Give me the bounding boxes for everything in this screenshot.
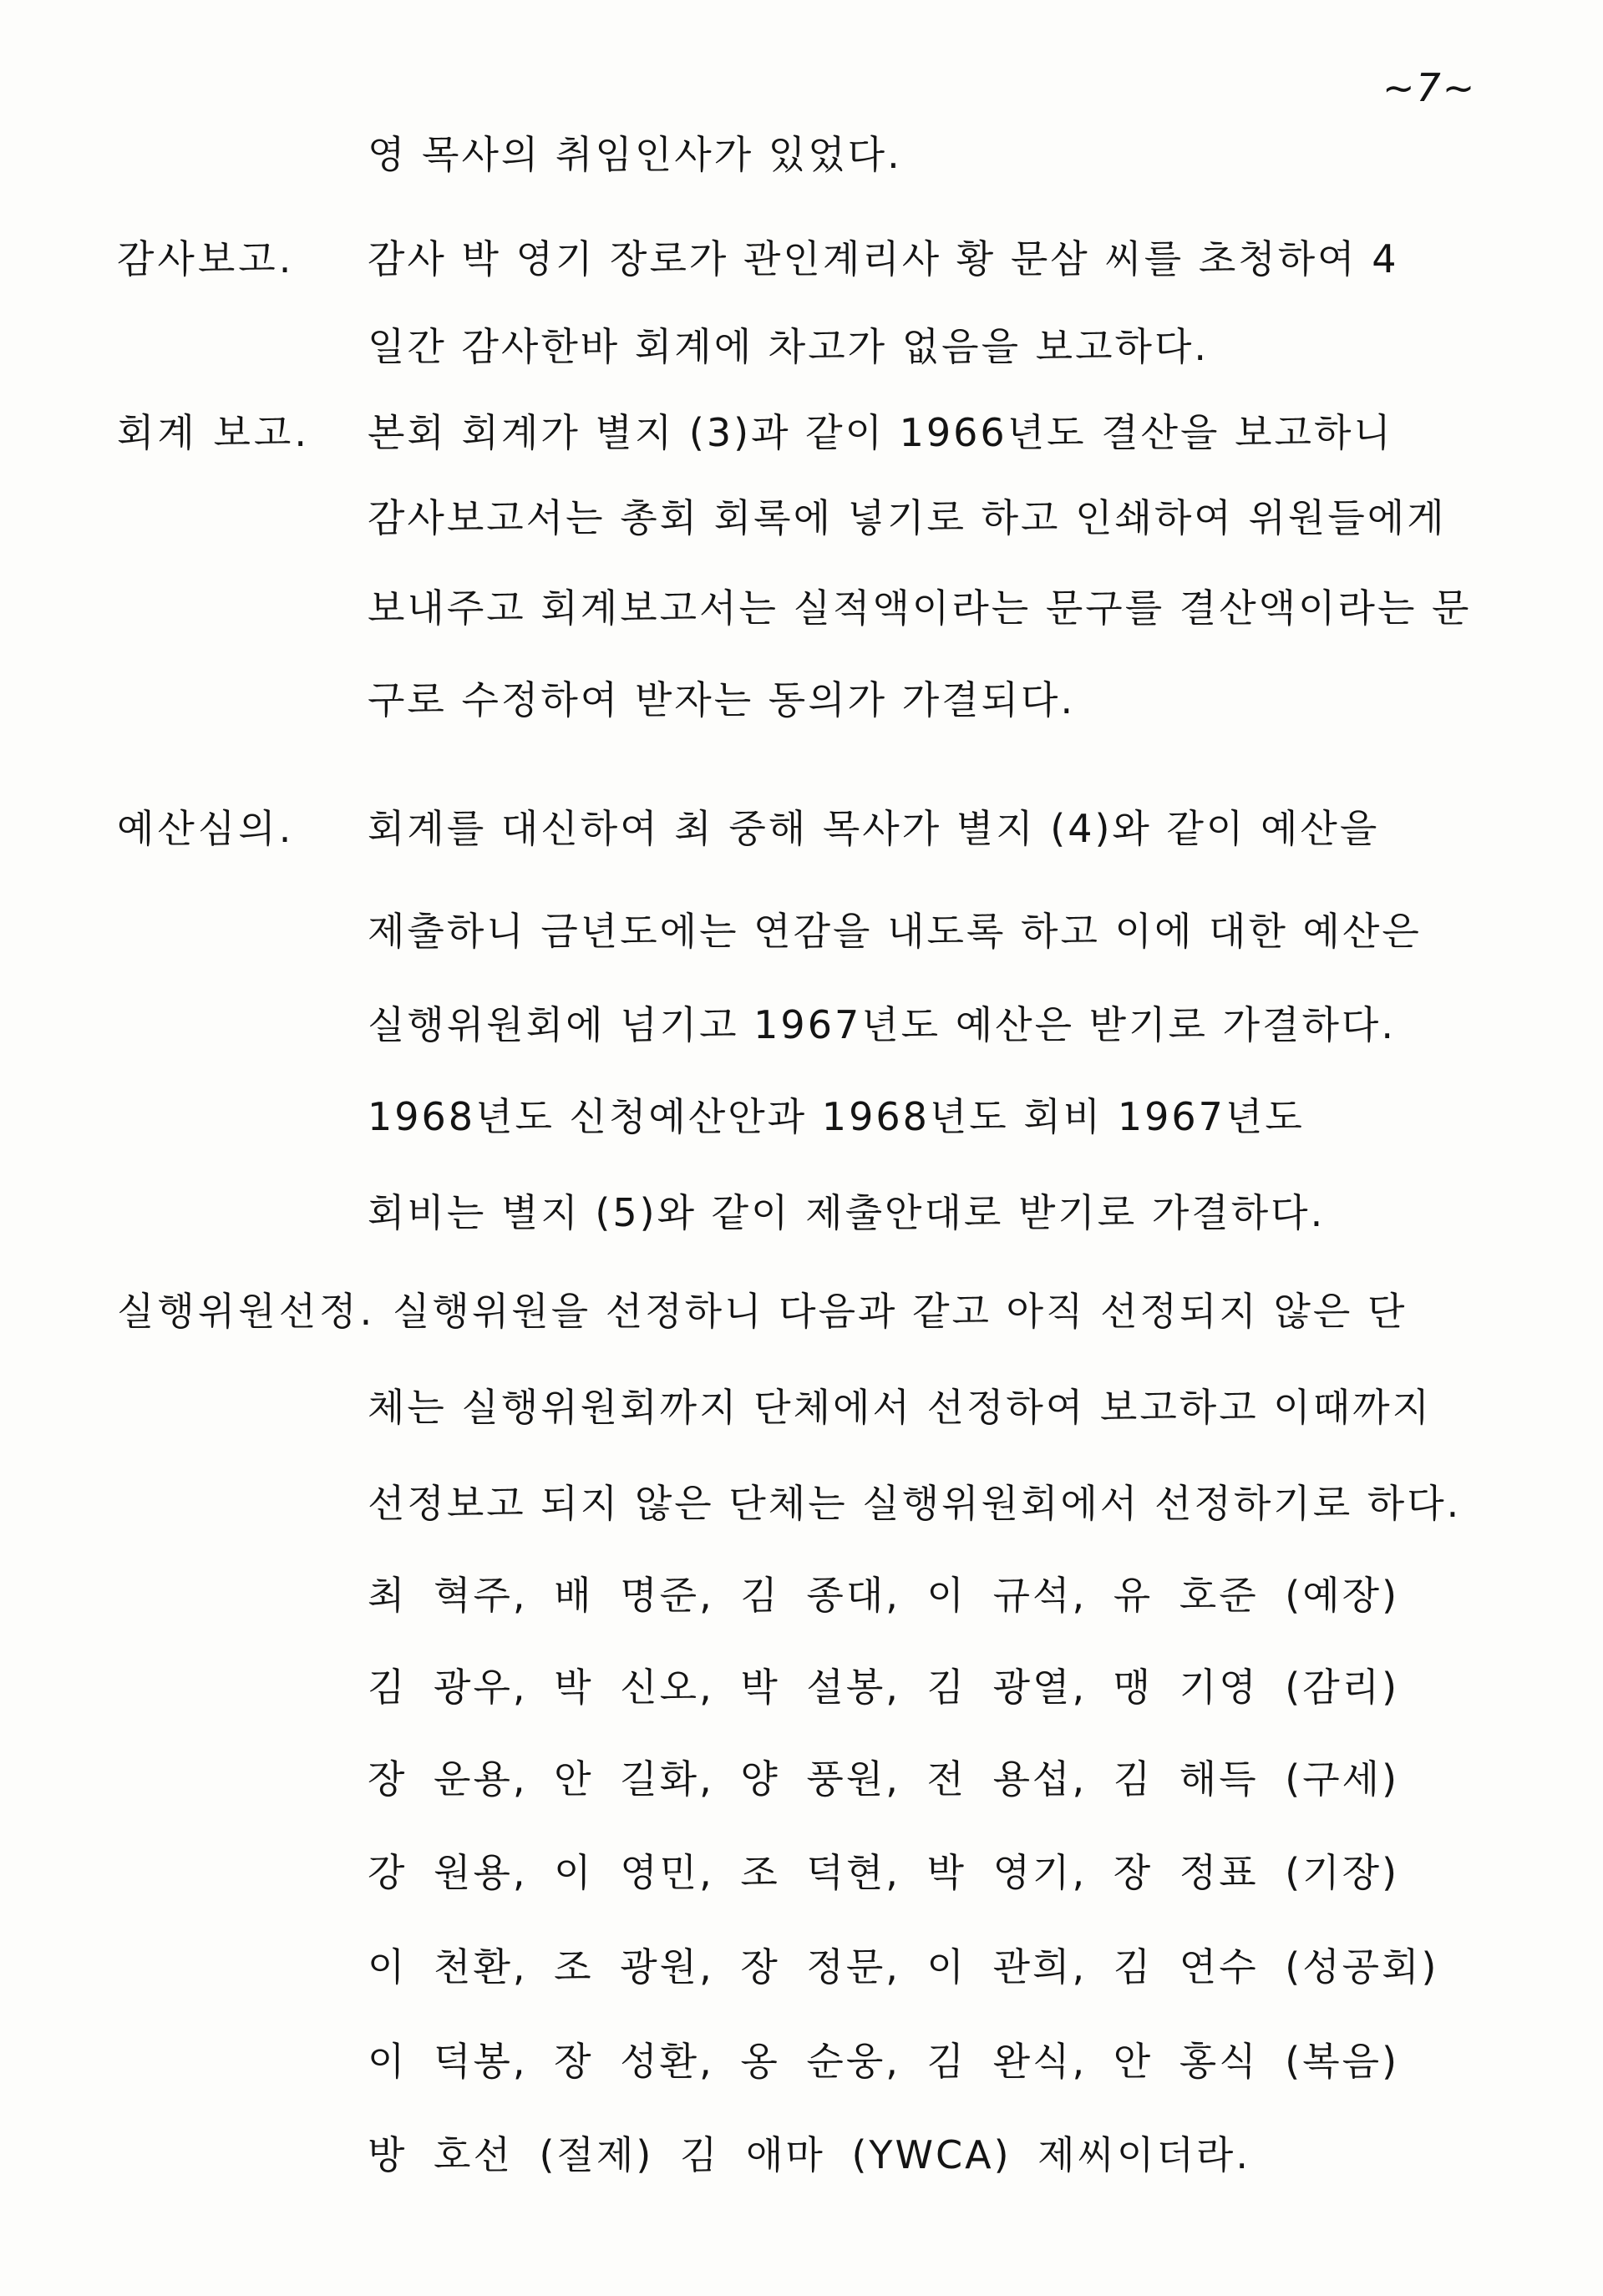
accounting-line-2: 감사보고서는 총회 회록에 넣기로 하고 인쇄하여 위원들에게: [368, 495, 1447, 540]
member-list-line: 이 덕봉, 장 성환, 옹 순웅, 김 완식, 안 홍식 (복음): [368, 2039, 1400, 2084]
accounting-line-1: 본회 회계가 별지 (3)과 같이 1966년도 결산을 보고하니: [368, 410, 1393, 455]
committee-line-1: 실행위원을 선정하니 다음과 같고 아직 선정되지 않은 단: [393, 1289, 1408, 1334]
section-label-budget: 예산심의.: [117, 806, 295, 851]
member-list-line: 방 호선 (절제) 김 애마 (YWCA) 제씨이더라.: [368, 2132, 1250, 2177]
budget-line-2: 제출하니 금년도에는 연감을 내도록 하고 이에 대한 예산은: [368, 909, 1422, 954]
member-list-line: 최 혁주, 배 명준, 김 종대, 이 규석, 유 호준 (예장): [368, 1573, 1400, 1618]
section-label-committee: 실행위원선정.: [117, 1289, 376, 1334]
budget-line-1: 회계를 대신하여 최 중해 목사가 별지 (4)와 같이 예산을: [368, 806, 1380, 851]
budget-line-5: 회비는 별지 (5)와 같이 제출안대로 받기로 가결하다.: [368, 1190, 1326, 1235]
member-list-line: 장 운용, 안 길화, 양 풍원, 전 용섭, 김 해득 (구세): [368, 1756, 1400, 1802]
page-number: ~7~: [1382, 65, 1477, 110]
member-list-line: 김 광우, 박 신오, 박 설봉, 김 광열, 맹 기영 (감리): [368, 1665, 1400, 1710]
member-list-line: 이 천환, 조 광원, 장 정문, 이 관희, 김 연수 (성공회): [368, 1944, 1439, 1989]
committee-line-3: 선정보고 되지 않은 단체는 실행위원회에서 선정하기로 하다.: [368, 1481, 1462, 1526]
committee-line-2: 체는 실행위원회까지 단체에서 선정하여 보고하고 이때까지: [368, 1385, 1433, 1430]
accounting-line-3: 보내주고 회계보고서는 실적액이라는 문구를 결산액이라는 문: [368, 585, 1472, 631]
audit-line-2: 일간 감사한바 회계에 차고가 없음을 보고하다.: [368, 324, 1210, 369]
member-list-line: 강 원용, 이 영민, 조 덕현, 박 영기, 장 정표 (기장): [368, 1850, 1400, 1895]
audit-line-1: 감사 박 영기 장로가 관인계리사 황 문삼 씨를 초청하여 4: [368, 236, 1399, 281]
section-label-audit: 감사보고.: [117, 236, 295, 281]
intro-line: 영 목사의 취임인사가 있었다.: [368, 132, 902, 177]
budget-line-3: 실행위원회에 넘기고 1967년도 예산은 받기로 가결하다.: [368, 1002, 1396, 1047]
section-label-accounting: 회계 보고.: [117, 410, 310, 455]
accounting-line-4: 구로 수정하여 받자는 동의가 가결되다.: [368, 677, 1076, 722]
budget-line-4: 1968년도 신청예산안과 1968년도 회비 1967년도: [368, 1094, 1305, 1139]
